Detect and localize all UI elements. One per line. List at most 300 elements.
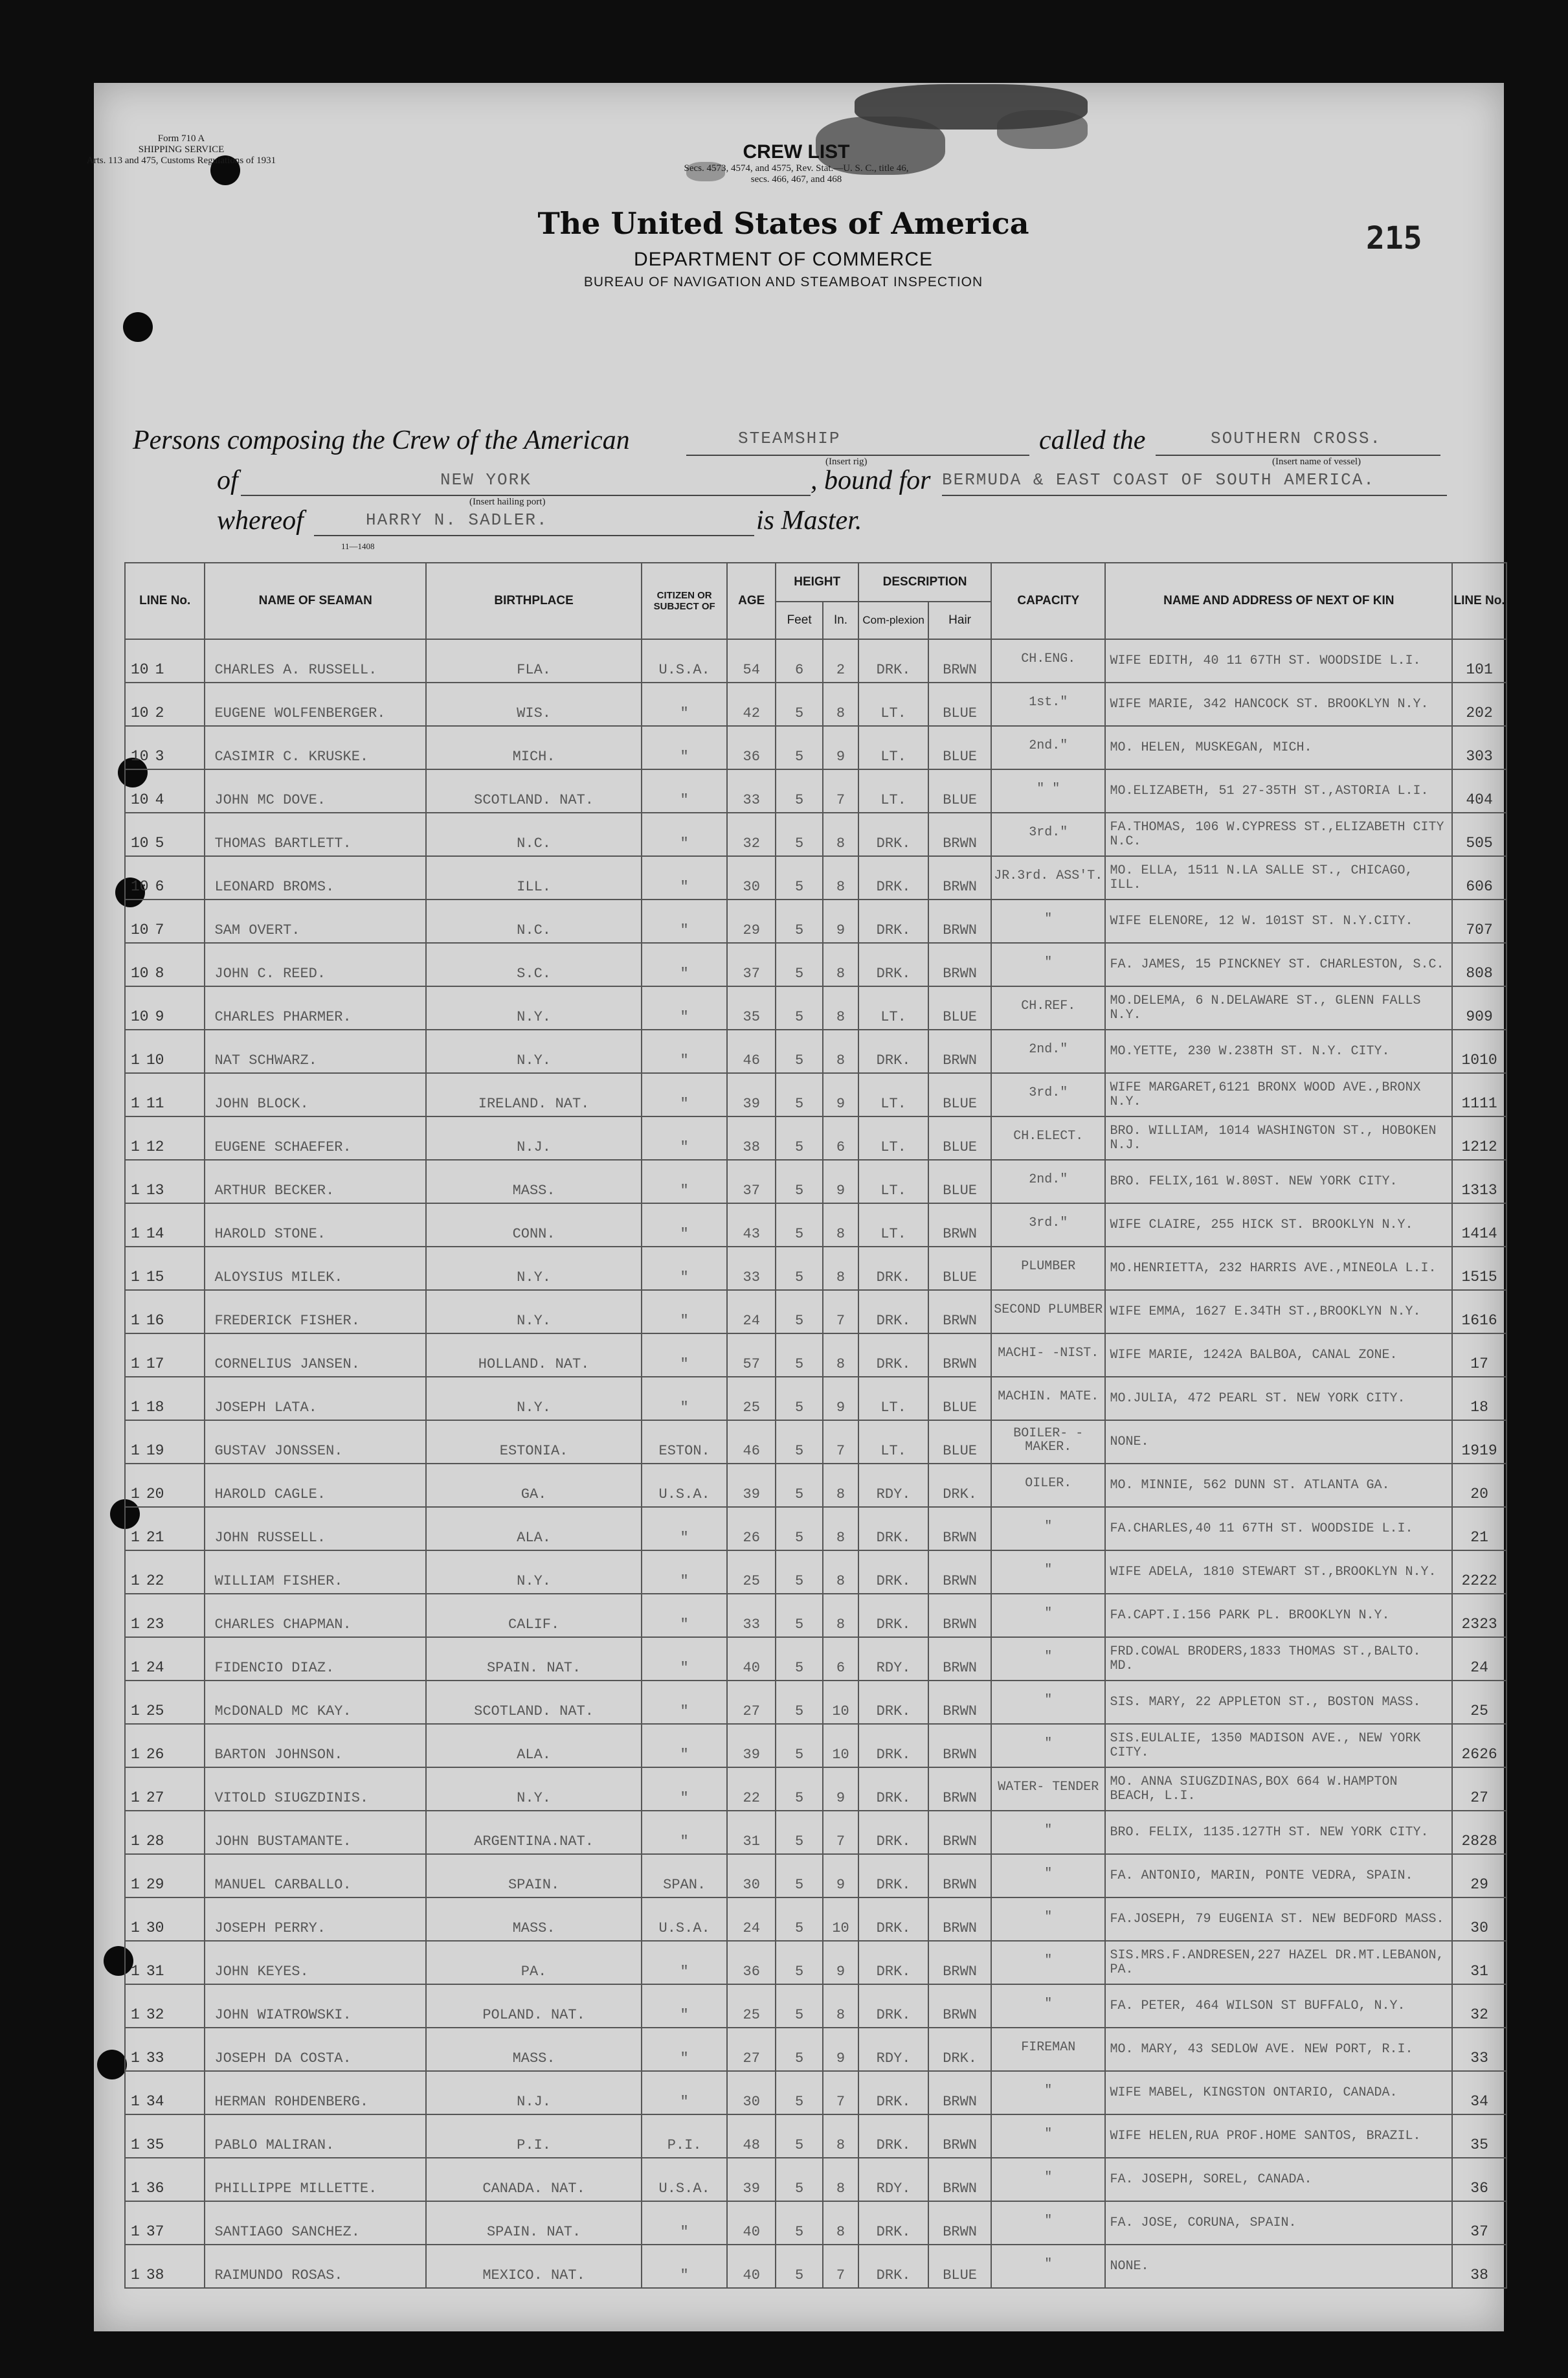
height-inches: 9 bbox=[823, 1854, 858, 1897]
complexion: LT. bbox=[858, 1420, 928, 1464]
seaman-name: JOHN RUSSELL. bbox=[205, 1507, 426, 1550]
seaman-name: JOSEPH PERRY. bbox=[205, 1897, 426, 1941]
line-number-right: 32 bbox=[1452, 1984, 1506, 2028]
crew-row bbox=[125, 1464, 1506, 1507]
crew-row bbox=[125, 2028, 1506, 2071]
line-value: 38 bbox=[146, 2267, 164, 2283]
seaman-name: BARTON JOHNSON. bbox=[205, 1724, 426, 1767]
line-number-right: 606 bbox=[1452, 856, 1506, 900]
line-number-right: 202 bbox=[1452, 683, 1506, 726]
complexion: DRK. bbox=[858, 1507, 928, 1550]
height-feet: 5 bbox=[776, 1073, 823, 1116]
col-line-no-right: LINE No. bbox=[1452, 563, 1506, 639]
line-number-right: 30 bbox=[1452, 1897, 1506, 1941]
hair-color: BLUE bbox=[928, 1247, 991, 1290]
seaman-name: JOHN BLOCK. bbox=[205, 1073, 426, 1116]
line-number bbox=[125, 1897, 205, 1941]
punch-hole bbox=[123, 312, 153, 342]
crew-row bbox=[125, 726, 1506, 769]
citizenship: " bbox=[642, 1550, 727, 1594]
age: 24 bbox=[727, 1897, 776, 1941]
birthplace: ILL. bbox=[426, 856, 642, 900]
height-feet: 5 bbox=[776, 769, 823, 813]
height-inches: 8 bbox=[823, 986, 858, 1030]
capacity: " bbox=[991, 2245, 1105, 2288]
next-of-kin: FA. ANTONIO, MARIN, PONTE VEDRA, SPAIN. bbox=[1105, 1854, 1452, 1897]
line-value: 4 bbox=[155, 791, 164, 808]
hair-color: BRWN bbox=[928, 2071, 991, 2114]
hair-color: BRWN bbox=[928, 900, 991, 943]
next-of-kin: FA. JOSEPH, SOREL, CANADA. bbox=[1105, 2158, 1452, 2201]
birthplace: CALIF. bbox=[426, 1594, 642, 1637]
citizenship: " bbox=[642, 1377, 727, 1420]
height-inches: 10 bbox=[823, 1681, 858, 1724]
line-prefix: 1 bbox=[131, 1225, 140, 1242]
line-value: 30 bbox=[146, 1919, 164, 1936]
hair-color: BRWN bbox=[928, 2114, 991, 2158]
seaman-name: HAROLD CAGLE. bbox=[205, 1464, 426, 1507]
next-of-kin: MO. ELLA, 1511 N.LA SALLE ST., CHICAGO, ILL. bbox=[1105, 856, 1452, 900]
capacity: " bbox=[991, 900, 1105, 943]
height-feet: 5 bbox=[776, 1377, 823, 1420]
crew-row bbox=[125, 1550, 1506, 1594]
height-inches: 8 bbox=[823, 1984, 858, 2028]
line-number bbox=[125, 1290, 205, 1333]
crew-row bbox=[125, 769, 1506, 813]
line-value: 17 bbox=[146, 1355, 164, 1372]
seaman-name: JOHN KEYES. bbox=[205, 1941, 426, 1984]
height-inches: 8 bbox=[823, 2201, 858, 2245]
age: 33 bbox=[727, 1594, 776, 1637]
complexion: DRK. bbox=[858, 1984, 928, 2028]
birthplace: N.Y. bbox=[426, 1377, 642, 1420]
birthplace: CONN. bbox=[426, 1203, 642, 1247]
citizenship: " bbox=[642, 900, 727, 943]
line-number-right: 2828 bbox=[1452, 1811, 1506, 1854]
capacity: " bbox=[991, 2114, 1105, 2158]
seaman-name: SAM OVERT. bbox=[205, 900, 426, 943]
line-number bbox=[125, 1854, 205, 1897]
bureau-heading: BUREAU OF NAVIGATION AND STEAMBOAT INSPECTION bbox=[583, 275, 983, 289]
line-prefix: 1 bbox=[131, 1269, 140, 1285]
seaman-name: HAROLD STONE. bbox=[205, 1203, 426, 1247]
col-line-no: LINE No. bbox=[125, 563, 205, 639]
seaman-name: JOHN WIATROWSKI. bbox=[205, 1984, 426, 2028]
seaman-name: ARTHUR BECKER. bbox=[205, 1160, 426, 1203]
complexion: LT. bbox=[858, 1073, 928, 1116]
line-number-right: 303 bbox=[1452, 726, 1506, 769]
line-prefix: 1 bbox=[131, 2223, 140, 2240]
complexion: DRK. bbox=[858, 1247, 928, 1290]
line-number bbox=[125, 856, 205, 900]
line-value: 14 bbox=[146, 1225, 164, 1242]
hair-color: BRWN bbox=[928, 1203, 991, 1247]
hair-color: BLUE bbox=[928, 2245, 991, 2288]
next-of-kin: FA.JOSEPH, 79 EUGENIA ST. NEW BEDFORD MASS. bbox=[1105, 1897, 1452, 1941]
complexion: LT. bbox=[858, 1116, 928, 1160]
line-number bbox=[125, 1420, 205, 1464]
citizenship: " bbox=[642, 1941, 727, 1984]
line-value: 20 bbox=[146, 1486, 164, 1502]
birthplace: N.Y. bbox=[426, 1550, 642, 1594]
seaman-name: WILLIAM FISHER. bbox=[205, 1550, 426, 1594]
height-inches: 7 bbox=[823, 1811, 858, 1854]
birthplace: POLAND. NAT. bbox=[426, 1984, 642, 2028]
birthplace: N.Y. bbox=[426, 986, 642, 1030]
crew-row bbox=[125, 1984, 1506, 2028]
height-feet: 5 bbox=[776, 683, 823, 726]
hair-color: BLUE bbox=[928, 1160, 991, 1203]
capacity: " bbox=[991, 1507, 1105, 1550]
seaman-name: VITOLD SIUGZDINIS. bbox=[205, 1767, 426, 1811]
line-prefix: 10 bbox=[131, 878, 149, 895]
line-number bbox=[125, 1550, 205, 1594]
line-number bbox=[125, 639, 205, 683]
hair-color: BRWN bbox=[928, 943, 991, 986]
height-inches: 8 bbox=[823, 943, 858, 986]
age: 39 bbox=[727, 1464, 776, 1507]
vessel-underline bbox=[1156, 455, 1440, 456]
line-number-right: 2323 bbox=[1452, 1594, 1506, 1637]
height-inches: 8 bbox=[823, 2114, 858, 2158]
age: 25 bbox=[727, 1550, 776, 1594]
height-inches: 9 bbox=[823, 1767, 858, 1811]
capacity: BOILER- -MAKER. bbox=[991, 1420, 1105, 1464]
height-inches: 6 bbox=[823, 1116, 858, 1160]
hair-color: BLUE bbox=[928, 769, 991, 813]
next-of-kin: WIFE MARIE, 1242A BALBOA, CANAL ZONE. bbox=[1105, 1333, 1452, 1377]
line-number bbox=[125, 683, 205, 726]
capacity: JR.3rd. ASS'T. bbox=[991, 856, 1105, 900]
complexion: DRK. bbox=[858, 900, 928, 943]
hair-color: BRWN bbox=[928, 2201, 991, 2245]
capacity: " bbox=[991, 1637, 1105, 1681]
service-label: SHIPPING SERVICE bbox=[138, 144, 225, 155]
form-number: Form 710 A bbox=[157, 133, 205, 144]
hair-color: BRWN bbox=[928, 1030, 991, 1073]
capacity: PLUMBER bbox=[991, 1247, 1105, 1290]
crew-row bbox=[125, 1073, 1506, 1116]
line-number-right: 707 bbox=[1452, 900, 1506, 943]
col-citizen: CITIZEN OR SUBJECT OF bbox=[642, 563, 727, 639]
seaman-name: JOSEPH DA COSTA. bbox=[205, 2028, 426, 2071]
age: 33 bbox=[727, 769, 776, 813]
line-value: 25 bbox=[146, 1703, 164, 1719]
next-of-kin: SIS.MRS.F.ANDRESEN,227 HAZEL DR.MT.LEBANON, PA. bbox=[1105, 1941, 1452, 1984]
line-number-right: 34 bbox=[1452, 2071, 1506, 2114]
age: 36 bbox=[727, 726, 776, 769]
line-number-right: 17 bbox=[1452, 1333, 1506, 1377]
hair-color: BLUE bbox=[928, 726, 991, 769]
capacity: MACHI- -NIST. bbox=[991, 1333, 1105, 1377]
age: 54 bbox=[727, 639, 776, 683]
complexion: LT. bbox=[858, 1160, 928, 1203]
crew-row bbox=[125, 1247, 1506, 1290]
ink-stain bbox=[997, 110, 1088, 149]
next-of-kin: NONE. bbox=[1105, 1420, 1452, 1464]
page-number: 215 bbox=[1366, 220, 1422, 256]
age: 25 bbox=[727, 1984, 776, 2028]
complexion: LT. bbox=[858, 1203, 928, 1247]
line-number-right: 909 bbox=[1452, 986, 1506, 1030]
seaman-name: ALOYSIUS MILEK. bbox=[205, 1247, 426, 1290]
birthplace: GA. bbox=[426, 1464, 642, 1507]
hair-color: BRWN bbox=[928, 1767, 991, 1811]
next-of-kin: MO.YETTE, 230 W.238TH ST. N.Y. CITY. bbox=[1105, 1030, 1452, 1073]
master-name: HARRY N. SADLER. bbox=[366, 510, 548, 530]
next-of-kin: MO. ANNA SIUGZDINAS,BOX 664 W.HAMPTON BEACH, L.I. bbox=[1105, 1767, 1452, 1811]
line-number bbox=[125, 769, 205, 813]
crew-row bbox=[125, 1377, 1506, 1420]
hair-color: BRWN bbox=[928, 1984, 991, 2028]
birthplace: MICH. bbox=[426, 726, 642, 769]
birthplace: MASS. bbox=[426, 2028, 642, 2071]
seaman-name: FIDENCIO DIAZ. bbox=[205, 1637, 426, 1681]
line-prefix: 1 bbox=[131, 1833, 140, 1850]
height-feet: 5 bbox=[776, 986, 823, 1030]
next-of-kin: FA.CAPT.I.156 PARK PL. BROOKLYN N.Y. bbox=[1105, 1594, 1452, 1637]
complexion: LT. bbox=[858, 1377, 928, 1420]
seaman-name: JOHN C. REED. bbox=[205, 943, 426, 986]
age: 22 bbox=[727, 1767, 776, 1811]
citizenship: " bbox=[642, 1767, 727, 1811]
capacity: MACHIN. MATE. bbox=[991, 1377, 1105, 1420]
line-number bbox=[125, 1160, 205, 1203]
height-inches: 9 bbox=[823, 1377, 858, 1420]
citizenship: " bbox=[642, 2028, 727, 2071]
height-feet: 5 bbox=[776, 1724, 823, 1767]
next-of-kin: WIFE HELEN,RUA PROF.HOME SANTOS, BRAZIL. bbox=[1105, 2114, 1452, 2158]
crew-row bbox=[125, 2071, 1506, 2114]
complexion: RDY. bbox=[858, 1464, 928, 1507]
age: 32 bbox=[727, 813, 776, 856]
crew-row bbox=[125, 639, 1506, 683]
line-number bbox=[125, 1377, 205, 1420]
citizenship: " bbox=[642, 1333, 727, 1377]
line-value: 34 bbox=[146, 2093, 164, 2110]
age: 25 bbox=[727, 1377, 776, 1420]
line-value: 1 bbox=[155, 661, 164, 678]
next-of-kin: WIFE ELENORE, 12 W. 101ST ST. N.Y.CITY. bbox=[1105, 900, 1452, 943]
crew-row bbox=[125, 1116, 1506, 1160]
age: 40 bbox=[727, 2245, 776, 2288]
capacity: FIREMAN bbox=[991, 2028, 1105, 2071]
citizenship: SPAN. bbox=[642, 1854, 727, 1897]
line-value: 10 bbox=[146, 1052, 164, 1069]
line-prefix: 1 bbox=[131, 1442, 140, 1459]
capacity: 3rd." bbox=[991, 1073, 1105, 1116]
capacity: " bbox=[991, 2158, 1105, 2201]
next-of-kin: WIFE MABEL, KINGSTON ONTARIO, CANADA. bbox=[1105, 2071, 1452, 2114]
capacity: " bbox=[991, 1811, 1105, 1854]
height-feet: 5 bbox=[776, 1160, 823, 1203]
col-feet: Feet bbox=[776, 602, 823, 639]
crew-row bbox=[125, 1897, 1506, 1941]
citizenship: ESTON. bbox=[642, 1420, 727, 1464]
is-master-label: is Master. bbox=[756, 506, 862, 536]
citizenship: " bbox=[642, 1681, 727, 1724]
birthplace: FLA. bbox=[426, 639, 642, 683]
hair-color: DRK. bbox=[928, 1464, 991, 1507]
crew-row bbox=[125, 1767, 1506, 1811]
col-complexion: Com-plexion bbox=[858, 602, 928, 639]
line-number bbox=[125, 2201, 205, 2245]
line-value: 7 bbox=[155, 922, 164, 938]
capacity: " bbox=[991, 1681, 1105, 1724]
line-prefix: 1 bbox=[131, 1399, 140, 1416]
next-of-kin: SIS.EULALIE, 1350 MADISON AVE., NEW YORK CITY. bbox=[1105, 1724, 1452, 1767]
hair-color: BRWN bbox=[928, 1637, 991, 1681]
line-value: 23 bbox=[146, 1616, 164, 1633]
seaman-name: CORNELIUS JANSEN. bbox=[205, 1333, 426, 1377]
seaman-name: JOHN BUSTAMANTE. bbox=[205, 1811, 426, 1854]
line-number-right: 27 bbox=[1452, 1767, 1506, 1811]
line-number bbox=[125, 1941, 205, 1984]
height-feet: 5 bbox=[776, 2114, 823, 2158]
citizenship: " bbox=[642, 1247, 727, 1290]
seaman-name: JOSEPH LATA. bbox=[205, 1377, 426, 1420]
height-feet: 5 bbox=[776, 1464, 823, 1507]
col-inches: In. bbox=[823, 602, 858, 639]
capacity: " bbox=[991, 1854, 1105, 1897]
citizenship: U.S.A. bbox=[642, 639, 727, 683]
age: 40 bbox=[727, 1637, 776, 1681]
crew-row bbox=[125, 856, 1506, 900]
capacity: CH.ENG. bbox=[991, 639, 1105, 683]
height-inches: 8 bbox=[823, 1507, 858, 1550]
next-of-kin: MO.HENRIETTA, 232 HARRIS AVE.,MINEOLA L.I. bbox=[1105, 1247, 1452, 1290]
birthplace: WIS. bbox=[426, 683, 642, 726]
crew-row bbox=[125, 1333, 1506, 1377]
line-number-right: 38 bbox=[1452, 2245, 1506, 2288]
crew-row bbox=[125, 1811, 1506, 1854]
next-of-kin: FA. JAMES, 15 PINCKNEY ST. CHARLESTON, S.C. bbox=[1105, 943, 1452, 986]
next-of-kin: MO.DELEMA, 6 N.DELAWARE ST., GLENN FALLS N.Y. bbox=[1105, 986, 1452, 1030]
crew-row bbox=[125, 1854, 1506, 1897]
complexion: RDY. bbox=[858, 2028, 928, 2071]
crew-row bbox=[125, 2245, 1506, 2288]
capacity: " bbox=[991, 1941, 1105, 1984]
line-value: 22 bbox=[146, 1572, 164, 1589]
birthplace: P.I. bbox=[426, 2114, 642, 2158]
line-number bbox=[125, 900, 205, 943]
line-number-right: 1414 bbox=[1452, 1203, 1506, 1247]
col-name: NAME OF SEAMAN bbox=[205, 563, 426, 639]
age: 39 bbox=[727, 1073, 776, 1116]
line-number-right: 1313 bbox=[1452, 1160, 1506, 1203]
col-hair: Hair bbox=[928, 602, 991, 639]
citizenship: U.S.A. bbox=[642, 1897, 727, 1941]
line-number-right: 20 bbox=[1452, 1464, 1506, 1507]
hair-color: BRWN bbox=[928, 1724, 991, 1767]
age: 39 bbox=[727, 1724, 776, 1767]
age: 24 bbox=[727, 1290, 776, 1333]
hair-color: BRWN bbox=[928, 1941, 991, 1984]
citizenship: " bbox=[642, 1811, 727, 1854]
complexion: LT. bbox=[858, 986, 928, 1030]
line-prefix: 10 bbox=[131, 1008, 149, 1025]
next-of-kin: SIS. MARY, 22 APPLETON ST., BOSTON MASS. bbox=[1105, 1681, 1452, 1724]
height-feet: 5 bbox=[776, 2201, 823, 2245]
line-value: 5 bbox=[155, 835, 164, 852]
height-feet: 5 bbox=[776, 1897, 823, 1941]
height-inches: 10 bbox=[823, 1897, 858, 1941]
complexion: DRK. bbox=[858, 1681, 928, 1724]
birthplace: MASS. bbox=[426, 1897, 642, 1941]
next-of-kin: WIFE ADELA, 1810 STEWART ST.,BROOKLYN N.Y. bbox=[1105, 1550, 1452, 1594]
crew-row bbox=[125, 1420, 1506, 1464]
line-number bbox=[125, 1030, 205, 1073]
birthplace: ALA. bbox=[426, 1724, 642, 1767]
citizenship: " bbox=[642, 726, 727, 769]
citizenship: " bbox=[642, 1637, 727, 1681]
citizenship: " bbox=[642, 683, 727, 726]
line-prefix: 1 bbox=[131, 1138, 140, 1155]
height-feet: 5 bbox=[776, 856, 823, 900]
hair-color: BLUE bbox=[928, 1073, 991, 1116]
height-inches: 8 bbox=[823, 683, 858, 726]
complexion: DRK. bbox=[858, 2114, 928, 2158]
age: 31 bbox=[727, 1811, 776, 1854]
crew-row bbox=[125, 900, 1506, 943]
seaman-name: CHARLES CHAPMAN. bbox=[205, 1594, 426, 1637]
line-number-right: 1111 bbox=[1452, 1073, 1506, 1116]
hair-color: BLUE bbox=[928, 986, 991, 1030]
crew-row bbox=[125, 1681, 1506, 1724]
col-height: HEIGHT bbox=[776, 563, 858, 602]
vessel-hint: (Insert name of vessel) bbox=[1272, 457, 1361, 467]
citizenship: " bbox=[642, 2201, 727, 2245]
line-prefix: 1 bbox=[131, 1919, 140, 1936]
complexion: DRK. bbox=[858, 1030, 928, 1073]
port-hint: (Insert hailing port) bbox=[469, 497, 546, 507]
line-value: 33 bbox=[146, 2050, 164, 2067]
hair-color: BRWN bbox=[928, 1811, 991, 1854]
citizenship: " bbox=[642, 1724, 727, 1767]
bound-for-label: , bound for bbox=[811, 466, 931, 495]
line-prefix: 1 bbox=[131, 1095, 140, 1112]
seaman-name: CASIMIR C. KRUSKE. bbox=[205, 726, 426, 769]
hair-color: DRK. bbox=[928, 2028, 991, 2071]
complexion: DRK. bbox=[858, 2245, 928, 2288]
birthplace: S.C. bbox=[426, 943, 642, 986]
age: 42 bbox=[727, 683, 776, 726]
height-feet: 5 bbox=[776, 1030, 823, 1073]
age: 27 bbox=[727, 2028, 776, 2071]
seaman-name: MANUEL CARBALLO. bbox=[205, 1854, 426, 1897]
line-number bbox=[125, 2071, 205, 2114]
next-of-kin: FRD.COWAL BRODERS,1833 THOMAS ST.,BALTO. MD. bbox=[1105, 1637, 1452, 1681]
citizenship: " bbox=[642, 856, 727, 900]
line-value: 27 bbox=[146, 1789, 164, 1806]
master-underline bbox=[314, 535, 754, 536]
hair-color: BLUE bbox=[928, 1420, 991, 1464]
height-inches: 8 bbox=[823, 1247, 858, 1290]
birthplace: ESTONIA. bbox=[426, 1420, 642, 1464]
col-description: DESCRIPTION bbox=[858, 563, 991, 602]
line-number bbox=[125, 1247, 205, 1290]
line-number-right: 1212 bbox=[1452, 1116, 1506, 1160]
complexion: RDY. bbox=[858, 2158, 928, 2201]
birthplace: N.J. bbox=[426, 1116, 642, 1160]
age: 38 bbox=[727, 1116, 776, 1160]
capacity: 3rd." bbox=[991, 1203, 1105, 1247]
height-feet: 5 bbox=[776, 943, 823, 986]
line-number bbox=[125, 2158, 205, 2201]
height-feet: 5 bbox=[776, 1203, 823, 1247]
line-number bbox=[125, 1464, 205, 1507]
citizenship: " bbox=[642, 1030, 727, 1073]
